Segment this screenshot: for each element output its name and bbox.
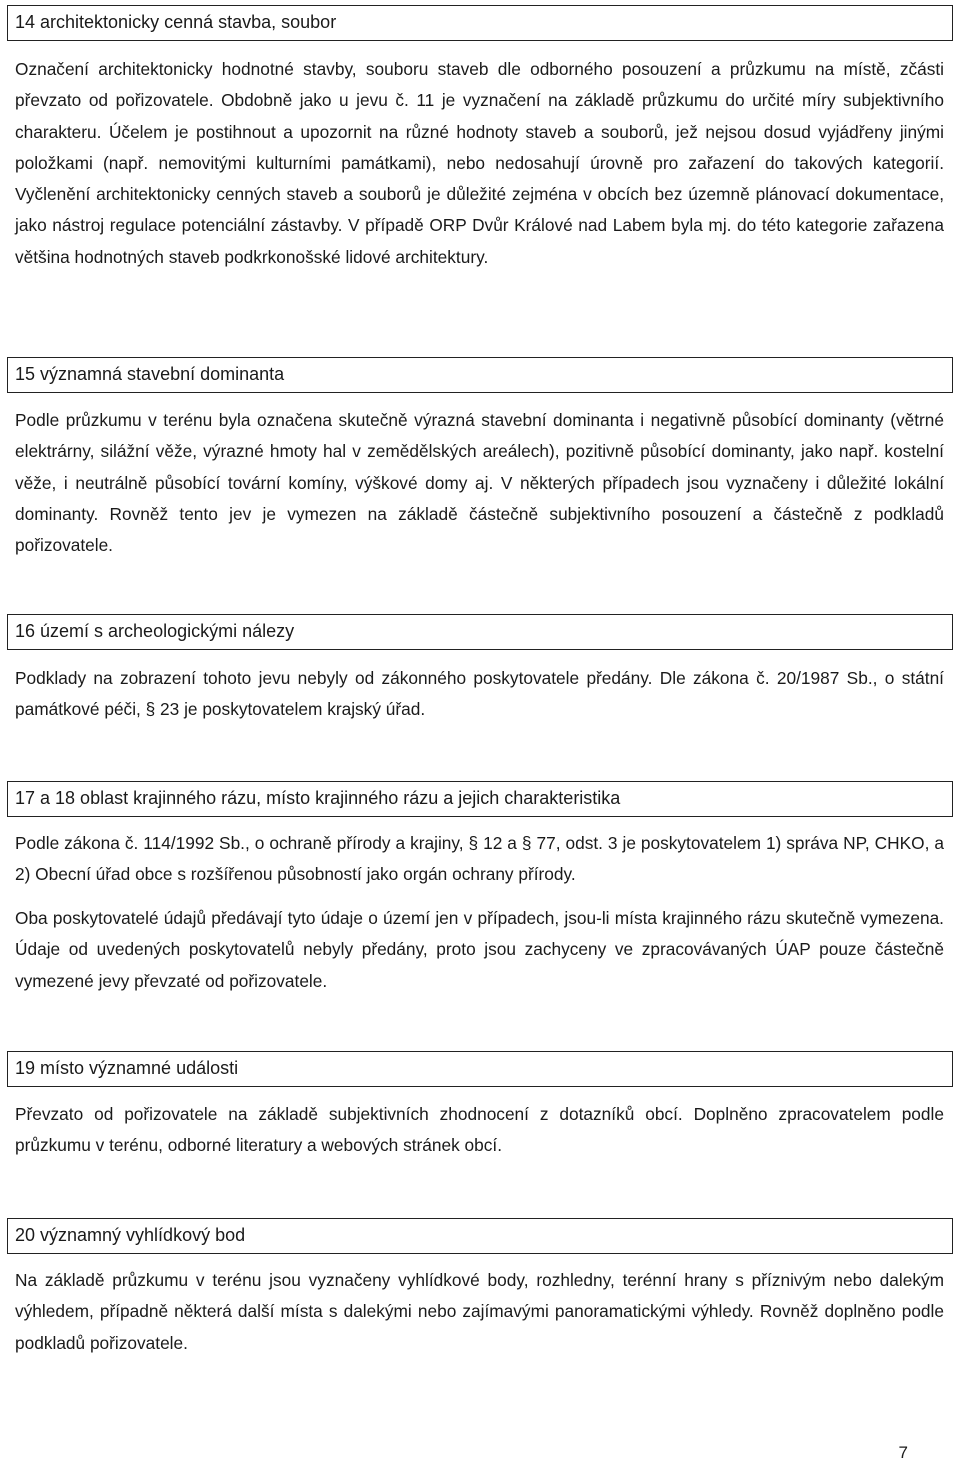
section-heading-14: 14 architektonicky cenná stavba, soubor (7, 5, 953, 41)
section-paragraph-17-18-b: Oba poskytovatelé údajů předávají tyto údaje o území jen v případech, jsou-li místa krajinného rázu skutečně vymezena. Údaje od uvedených poskytovatelů nebyly předány, proto jsou zachyceny ve zpracovávaných ÚAP pouze částečně vymezené jevy převzaté od pořizovatele. (15, 908, 944, 991)
section-heading-15: 15 významná stavební dominanta (7, 357, 953, 393)
section-heading-17-18: 17 a 18 oblast krajinného rázu, místo krajinného rázu a jejich charakteristika (7, 781, 953, 817)
section-paragraph-15: Podle průzkumu v terénu byla označena skutečně výrazná stavební dominanta i negativně působící dominanty (větrné elektrárny, silážní věže, výrazné hmoty hal v zemědělských areálech), pozitivně působící dominanty, jako např. kostelní věže, i neutrálně působící tovární komíny, výškové domy aj. V některých případech jsou vyznačeny i důležité lokální dominanty. Rovněž tento jev je vymezen na základě částečně subjektivního posouzení a částečně z podkladů pořizovatele. (15, 410, 944, 556)
section-heading-16: 16 území s archeologickými nálezy (7, 614, 953, 650)
page-number: 7 (898, 1443, 908, 1462)
section-heading-19: 19 místo významné události (7, 1051, 953, 1087)
section-paragraph-17-18-a: Podle zákona č. 114/1992 Sb., o ochraně přírody a krajiny, § 12 a § 77, odst. 3 je poskytovatelem 1) správa NP, CHKO, a 2) Obecní úřad obce s rozšířenou působností jako orgán ochrany přírody. (15, 833, 944, 885)
section-paragraph-20: Na základě průzkumu v terénu jsou vyznačeny vyhlídkové body, rozhledny, terénní hrany s příznivým nebo dalekým výhledem, případně některá další místa s dalekými nebo zajímavými panoramatickými výhledy. Rovněž doplněno podle podkladů pořizovatele. (15, 1270, 944, 1353)
section-heading-20: 20 významný vyhlídkový bod (7, 1218, 953, 1254)
section-paragraph-19: Převzato od pořizovatele na základě subjektivních zhodnocení z dotazníků obcí. Doplněno zpracovatelem podle průzkumu v terénu, odborné literatury a webových stránek obcí. (15, 1104, 944, 1156)
section-paragraph-14: Označení architektonicky hodnotné stavby, souboru staveb dle odborného posouzení a průzkumu na místě, zčásti převzato od pořizovatele. Obdobně jako u jevu č. 11 je vyznačení na základě průzkumu do určité míry subjektivního charakteru. Účelem je postihnout a upozornit na různé hodnoty staveb a souborů, jež nejsou dosud vyjádřeny jinými položkami (např. nemovitými kulturními památkami), nebo nedosahují úrovně pro zařazení do takových kategorií. Vyčlenění architektonicky cenných staveb a souborů je důležité zejména v obcích bez územně plánovací dokumentace, jako nástroj regulace potenciální zástavby. V případě ORP Dvůr Králové nad Labem byla mj. do této kategorie zařazena většina hodnotných staveb podkrkonošské lidové architektury. (15, 59, 944, 267)
section-paragraph-16: Podklady na zobrazení tohoto jevu nebyly od zákonného poskytovatele předány. Dle zákona č. 20/1987 Sb., o státní památkové péči, § 23 je poskytovatelem krajský úřad. (15, 668, 944, 720)
